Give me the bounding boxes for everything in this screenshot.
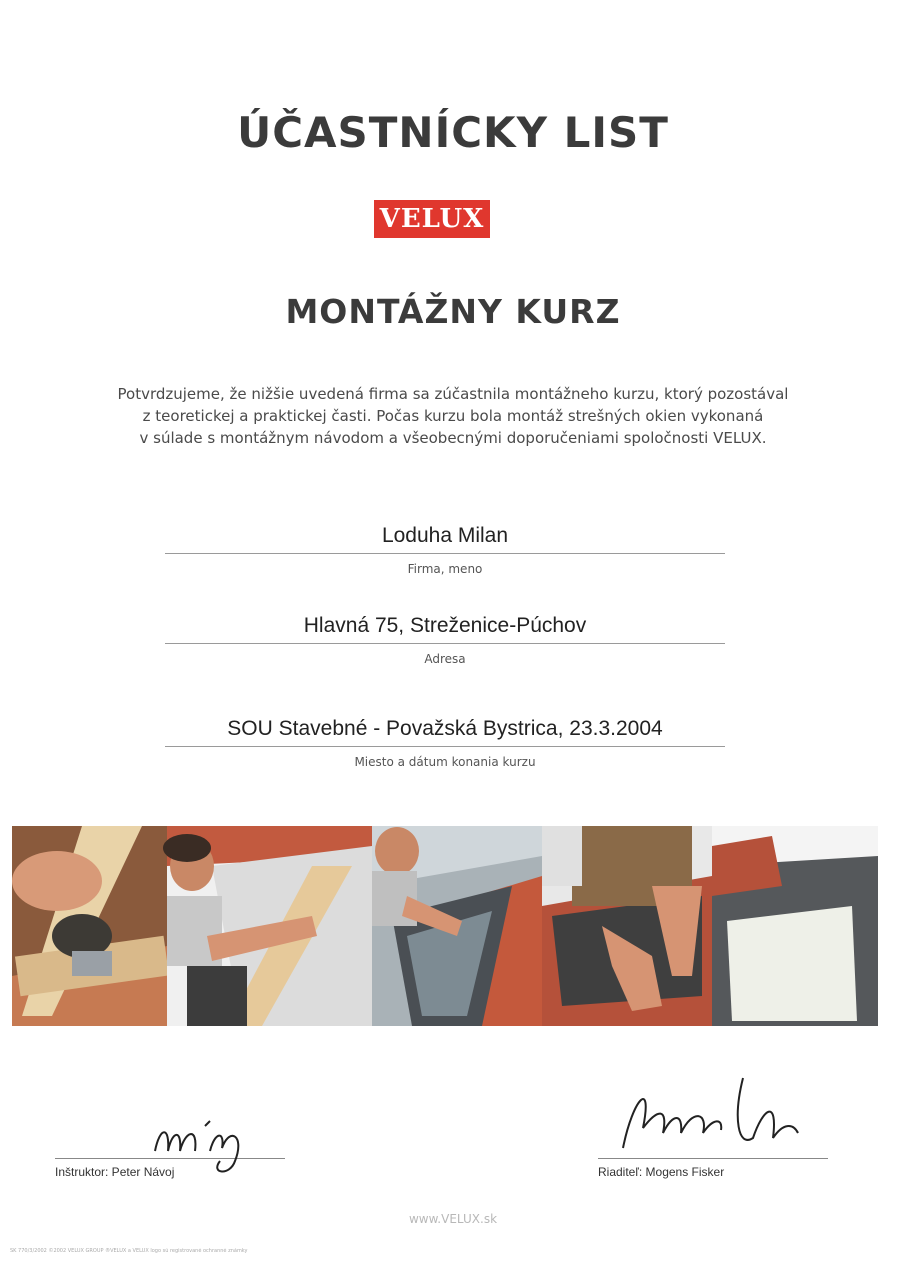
website-link: www.VELUX.sk [408, 1212, 498, 1226]
course-title: MONTÁŽNY KURZ [285, 292, 621, 331]
intro-line: Potvrdzujeme, že nižšie uvedená firma sa zúčastnila montážneho kurzu, ktorý pozostával [117, 385, 789, 403]
intro-line: z teoretickej a praktickej časti. Počas kurzu bola montáž strešných okien vykonaná [142, 407, 764, 425]
name-value: Loduha Milan [381, 524, 509, 547]
photo-panel-finished-window [712, 826, 878, 1026]
place-date-field [165, 715, 725, 769]
instructor-signature-mark [150, 1106, 290, 1176]
instructor-label: Inštruktor: Peter Návoj [55, 1165, 175, 1179]
address-caption: Adresa [424, 652, 466, 666]
place-date-rule [165, 746, 725, 747]
name-caption: Firma, meno [407, 562, 483, 576]
photo-panel-worker [163, 826, 372, 1026]
place-date-caption: Miesto a dátum konania kurzu [354, 755, 536, 769]
photo-panel-drill [12, 826, 169, 1026]
installation-photo-strip [12, 826, 878, 1026]
address-rule [165, 643, 725, 644]
director-signature-block [598, 1158, 828, 1179]
name-field [165, 522, 725, 576]
intro-text [60, 383, 846, 449]
director-signature-mark [613, 1068, 813, 1163]
velux-logo: VELUX [374, 200, 490, 238]
place-date-value: SOU Stavebné - Považská Bystrica, 23.3.2004 [227, 717, 663, 740]
director-label: Riaditeľ: Mogens Fisker [598, 1165, 725, 1179]
photo-panel-window-frame [372, 826, 542, 1026]
photo-panel-tiles [542, 826, 712, 1026]
certificate-title: ÚČASTNÍCKY LIST [237, 108, 669, 157]
name-rule [165, 553, 725, 554]
address-value: Hlavná 75, Streženice-Púchov [303, 614, 587, 637]
instructor-signature-block [55, 1158, 285, 1179]
intro-line: v súlade s montážnym návodom a všeobecnými doporučeniami spoločnosti VELUX. [139, 429, 767, 447]
legal-footnote: SK 770/3/2002 ©2002 VELUX GROUP ®VELUX a VELUX logo sú registrované ochranné známky [10, 1248, 248, 1254]
address-field [165, 612, 725, 666]
